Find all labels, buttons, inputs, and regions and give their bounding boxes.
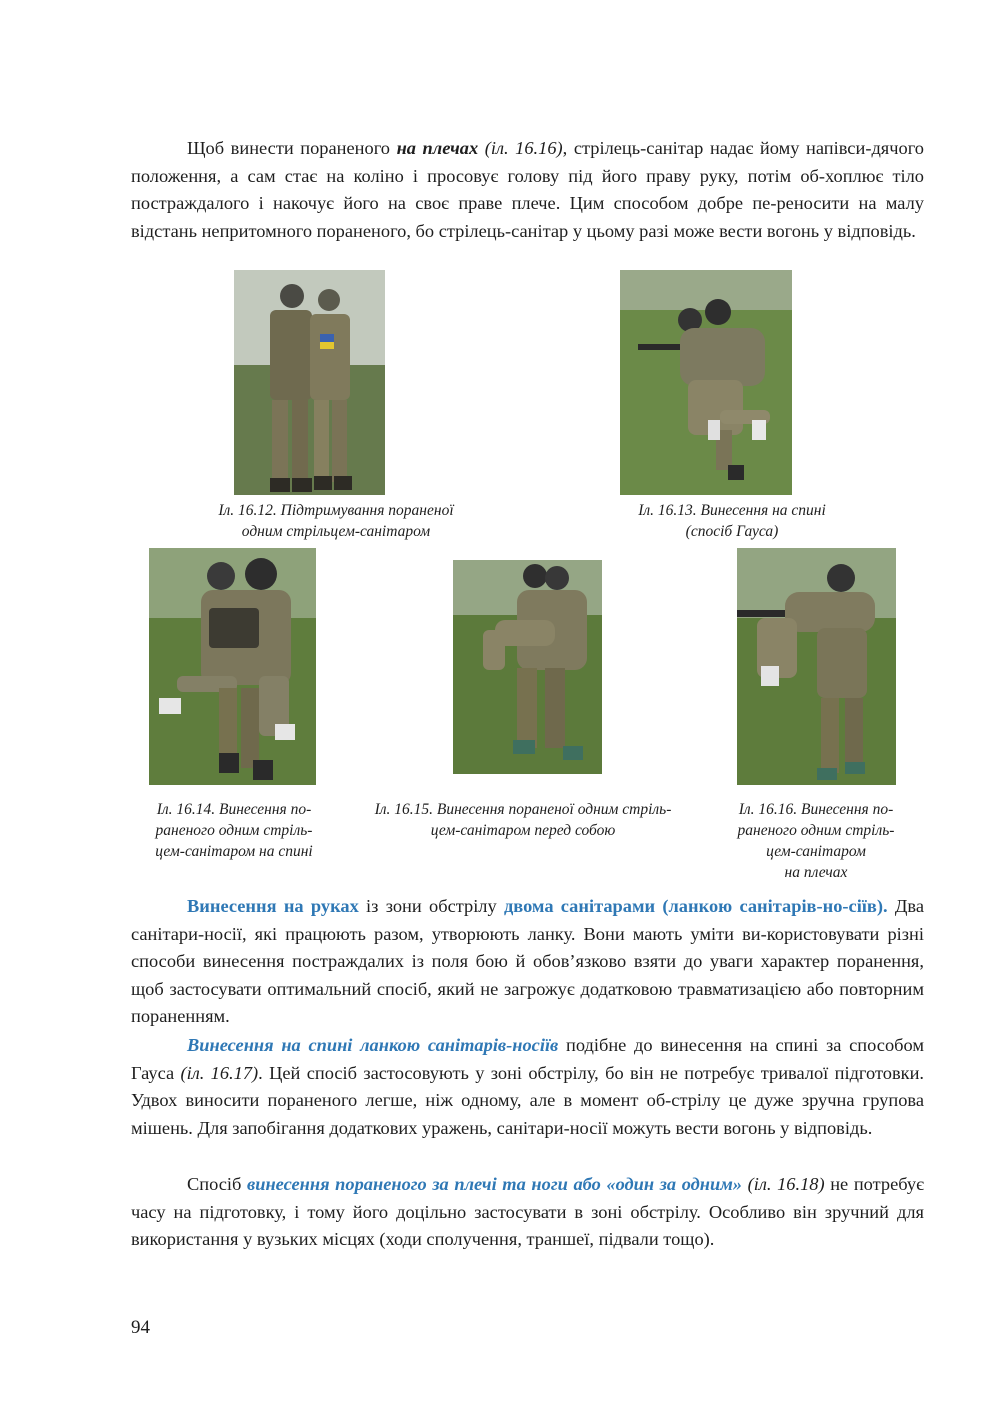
caption-line: раненого одним стріль- xyxy=(737,822,895,839)
caption-fig-16-14 xyxy=(134,799,334,862)
caption-line: одним стрільцем-санітаром xyxy=(241,523,431,540)
page-number: 94 xyxy=(131,1317,150,1338)
caption-line: цем-санітаром перед собою xyxy=(430,822,616,839)
paragraph-shoulders-legs xyxy=(131,1171,924,1254)
caption-fig-16-16 xyxy=(716,799,916,883)
paragraph-back-carry-team xyxy=(131,1032,924,1142)
photo-fig-16-13 xyxy=(620,270,792,495)
text: Два санітари-носії, які працюють разом, утворюють ланку. Вони мають уміти ви-користовувати різні способи винесення постраждалих із поля бою й обов’язково взяти до уваги характер поранення, щоб застосувати оптимальний спосіб, який не загрожує додатковою травматизацією або повторним пораненням. xyxy=(131,896,924,1027)
text: Щоб винести пораненого xyxy=(187,138,397,158)
text: із зони обстрілу xyxy=(358,896,504,916)
figure-ref: (іл. 16.18) xyxy=(742,1174,825,1194)
photo-fig-16-12 xyxy=(234,270,385,495)
caption-fig-16-13 xyxy=(582,500,882,542)
figure-ref: (іл. 16.17) xyxy=(180,1062,259,1083)
caption-line: цем-санітаром на спині xyxy=(155,843,313,860)
paragraph-shoulder-carry xyxy=(131,135,924,245)
photo-fig-16-14 xyxy=(149,548,316,785)
text: не потребує часу на підготовку, і тому його доцільно застосувати в зоні обстрілу. Особливо він зручний для використання у вузьких місцях (ходи сполучення, траншеї, підвали тощо). xyxy=(131,1174,924,1250)
caption-line: раненого одним стріль- xyxy=(155,822,313,839)
caption-line: Іл. 16.13. Винесення на спині xyxy=(638,502,826,519)
caption-fig-16-12 xyxy=(186,500,486,542)
caption-line: (спосіб Гауса) xyxy=(685,523,779,540)
caption-line: Іл. 16.15. Винесення пораненої одним стріль- xyxy=(374,801,672,818)
paragraph-hand-carry xyxy=(131,893,924,1031)
caption-line: Іл. 16.14. Винесення по- xyxy=(156,801,312,818)
text: подібне до винесення на спині за способом Гауса xyxy=(131,1035,924,1083)
highlight-term: винесення пораненого за плечі та ноги або «один за одним» xyxy=(247,1174,743,1194)
caption-fig-16-15 xyxy=(340,799,706,841)
caption-line: на плечах xyxy=(784,864,848,881)
bold-term: на плечах xyxy=(396,138,479,158)
photo-fig-16-16 xyxy=(737,548,896,785)
caption-line: Іл. 16.16. Винесення по- xyxy=(738,801,894,818)
text: , стрілець-санітар надає йому напівси-дячого положення, а сам стає на коліно і просовує голову під його праву руку, потім об-хоплює тіло постраждалого і накочує його на своє праве плече. Цим способом добре пе-реносити на малу відстань непритомного пораненого, бо стрілець-санітар у цьому разі може вести вогонь у відповідь. xyxy=(131,138,924,241)
caption-line: Іл. 16.12. Підтримування пораненої xyxy=(218,502,454,519)
caption-line: цем-санітаром xyxy=(766,843,866,860)
photo-fig-16-15 xyxy=(453,560,602,774)
figure-ref: (іл. 16.16) xyxy=(478,138,563,158)
text: . Цей спосіб застосовують у зоні обстрілу, бо він не потребує тривалої підготовки. Удвох виносити пораненого легше, ніж одному, але в момент об-стрілу це дуже зручна групова мішень. Для запобігання додаткових уражень, санітари-носії можуть вести вогонь у відповідь. xyxy=(131,1062,925,1138)
highlight-term: Винесення на руках xyxy=(187,896,359,916)
text: Спосіб xyxy=(187,1174,248,1194)
highlight-term: двома санітарами (ланкою санітарів-но-сіїв). xyxy=(503,896,888,916)
highlight-term: Винесення на спині ланкою санітарів-носіїв xyxy=(187,1035,559,1055)
